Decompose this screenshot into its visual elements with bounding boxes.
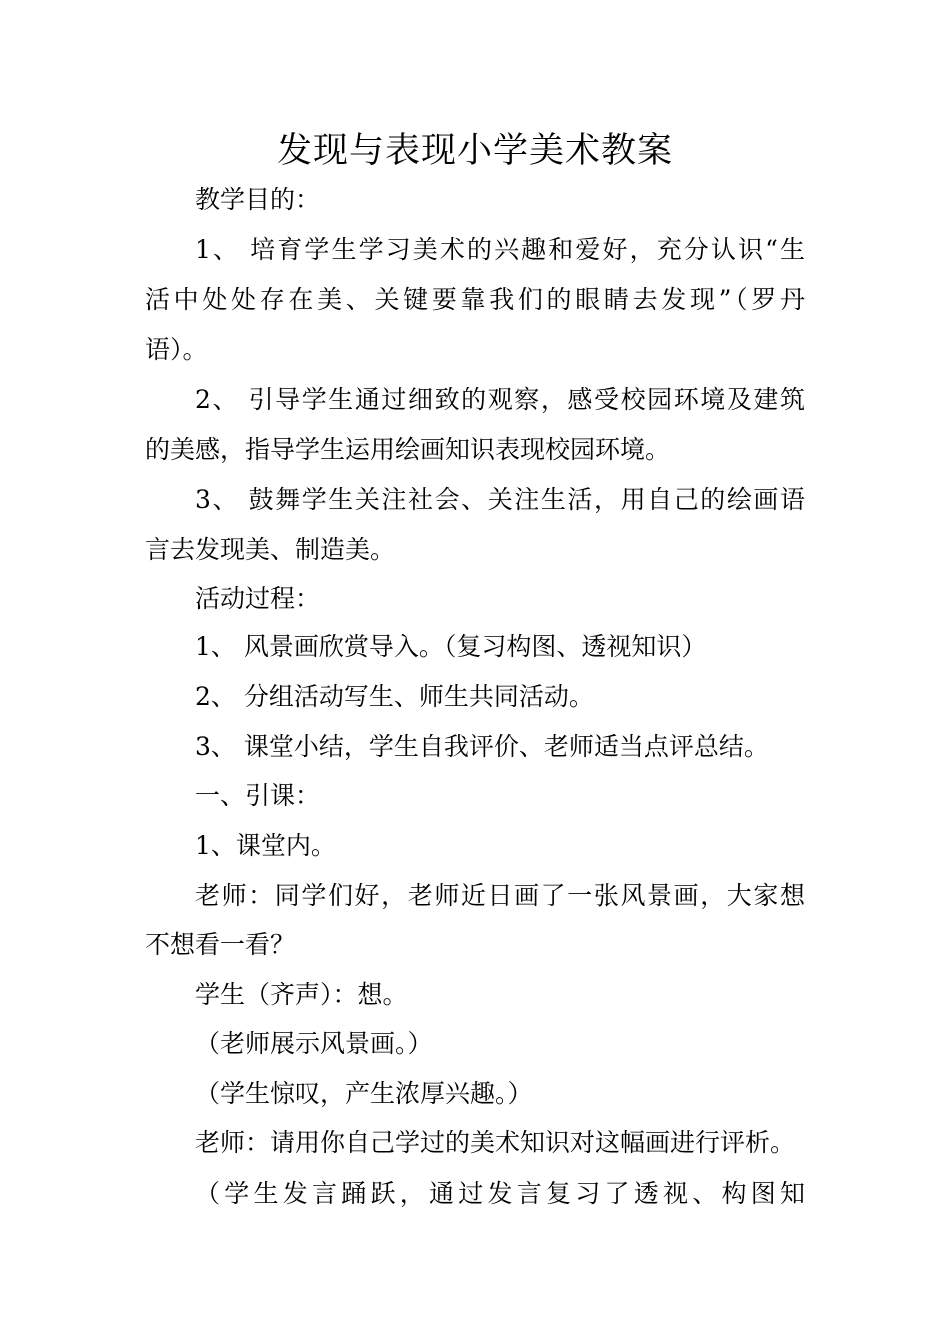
text-line: 活中处处存在美、关键要靠我们的眼睛去发现”（罗丹 xyxy=(145,285,805,314)
text-line: 3、 鼓舞学生关注社会、关注生活，用自己的绘画语 xyxy=(195,485,805,514)
text-line: 学生（齐声）：想。 xyxy=(195,980,408,1009)
text-line: 2、 分组活动写生、师生共同活动。 xyxy=(195,682,594,711)
text-line: 语）。 xyxy=(145,335,208,364)
text-line: 老师：请用你自己学过的美术知识对这幅画进行评析。 xyxy=(195,1128,796,1157)
text-line: 活动过程： xyxy=(195,584,321,613)
text-line: 1、课堂内。 xyxy=(195,831,336,860)
text-line: 的美感，指导学生运用绘画知识表现校园环境。 xyxy=(145,435,671,464)
text-line: （学生发言踊跃，通过发言复习了透视、构图知 xyxy=(195,1179,805,1208)
text-line: 2、 引导学生通过细致的观察，感受校园环境及建筑 xyxy=(195,385,805,414)
text-line: 一、引课： xyxy=(195,781,321,810)
text-line: 老师：同学们好，老师近日画了一张风景画，大家想 xyxy=(195,881,805,910)
document-title: 发现与表现小学美术教案 xyxy=(276,131,673,171)
text-line: 1、 培育学生学习美术的兴趣和爱好，充分认识“生 xyxy=(195,235,805,264)
text-line: 言去发现美、制造美。 xyxy=(145,535,396,564)
text-line: 教学目的： xyxy=(195,185,321,214)
text-line: 1、 风景画欣赏导入。（复习构图、透视知识） xyxy=(195,632,707,661)
text-line: （学生惊叹，产生浓厚兴趣。） xyxy=(195,1079,533,1108)
text-line: 不想看一看？ xyxy=(145,930,296,959)
text-line: （老师展示风景画。） xyxy=(195,1029,433,1058)
text-line: 3、 课堂小结，学生自我评价、老师适当点评总结。 xyxy=(195,732,769,761)
